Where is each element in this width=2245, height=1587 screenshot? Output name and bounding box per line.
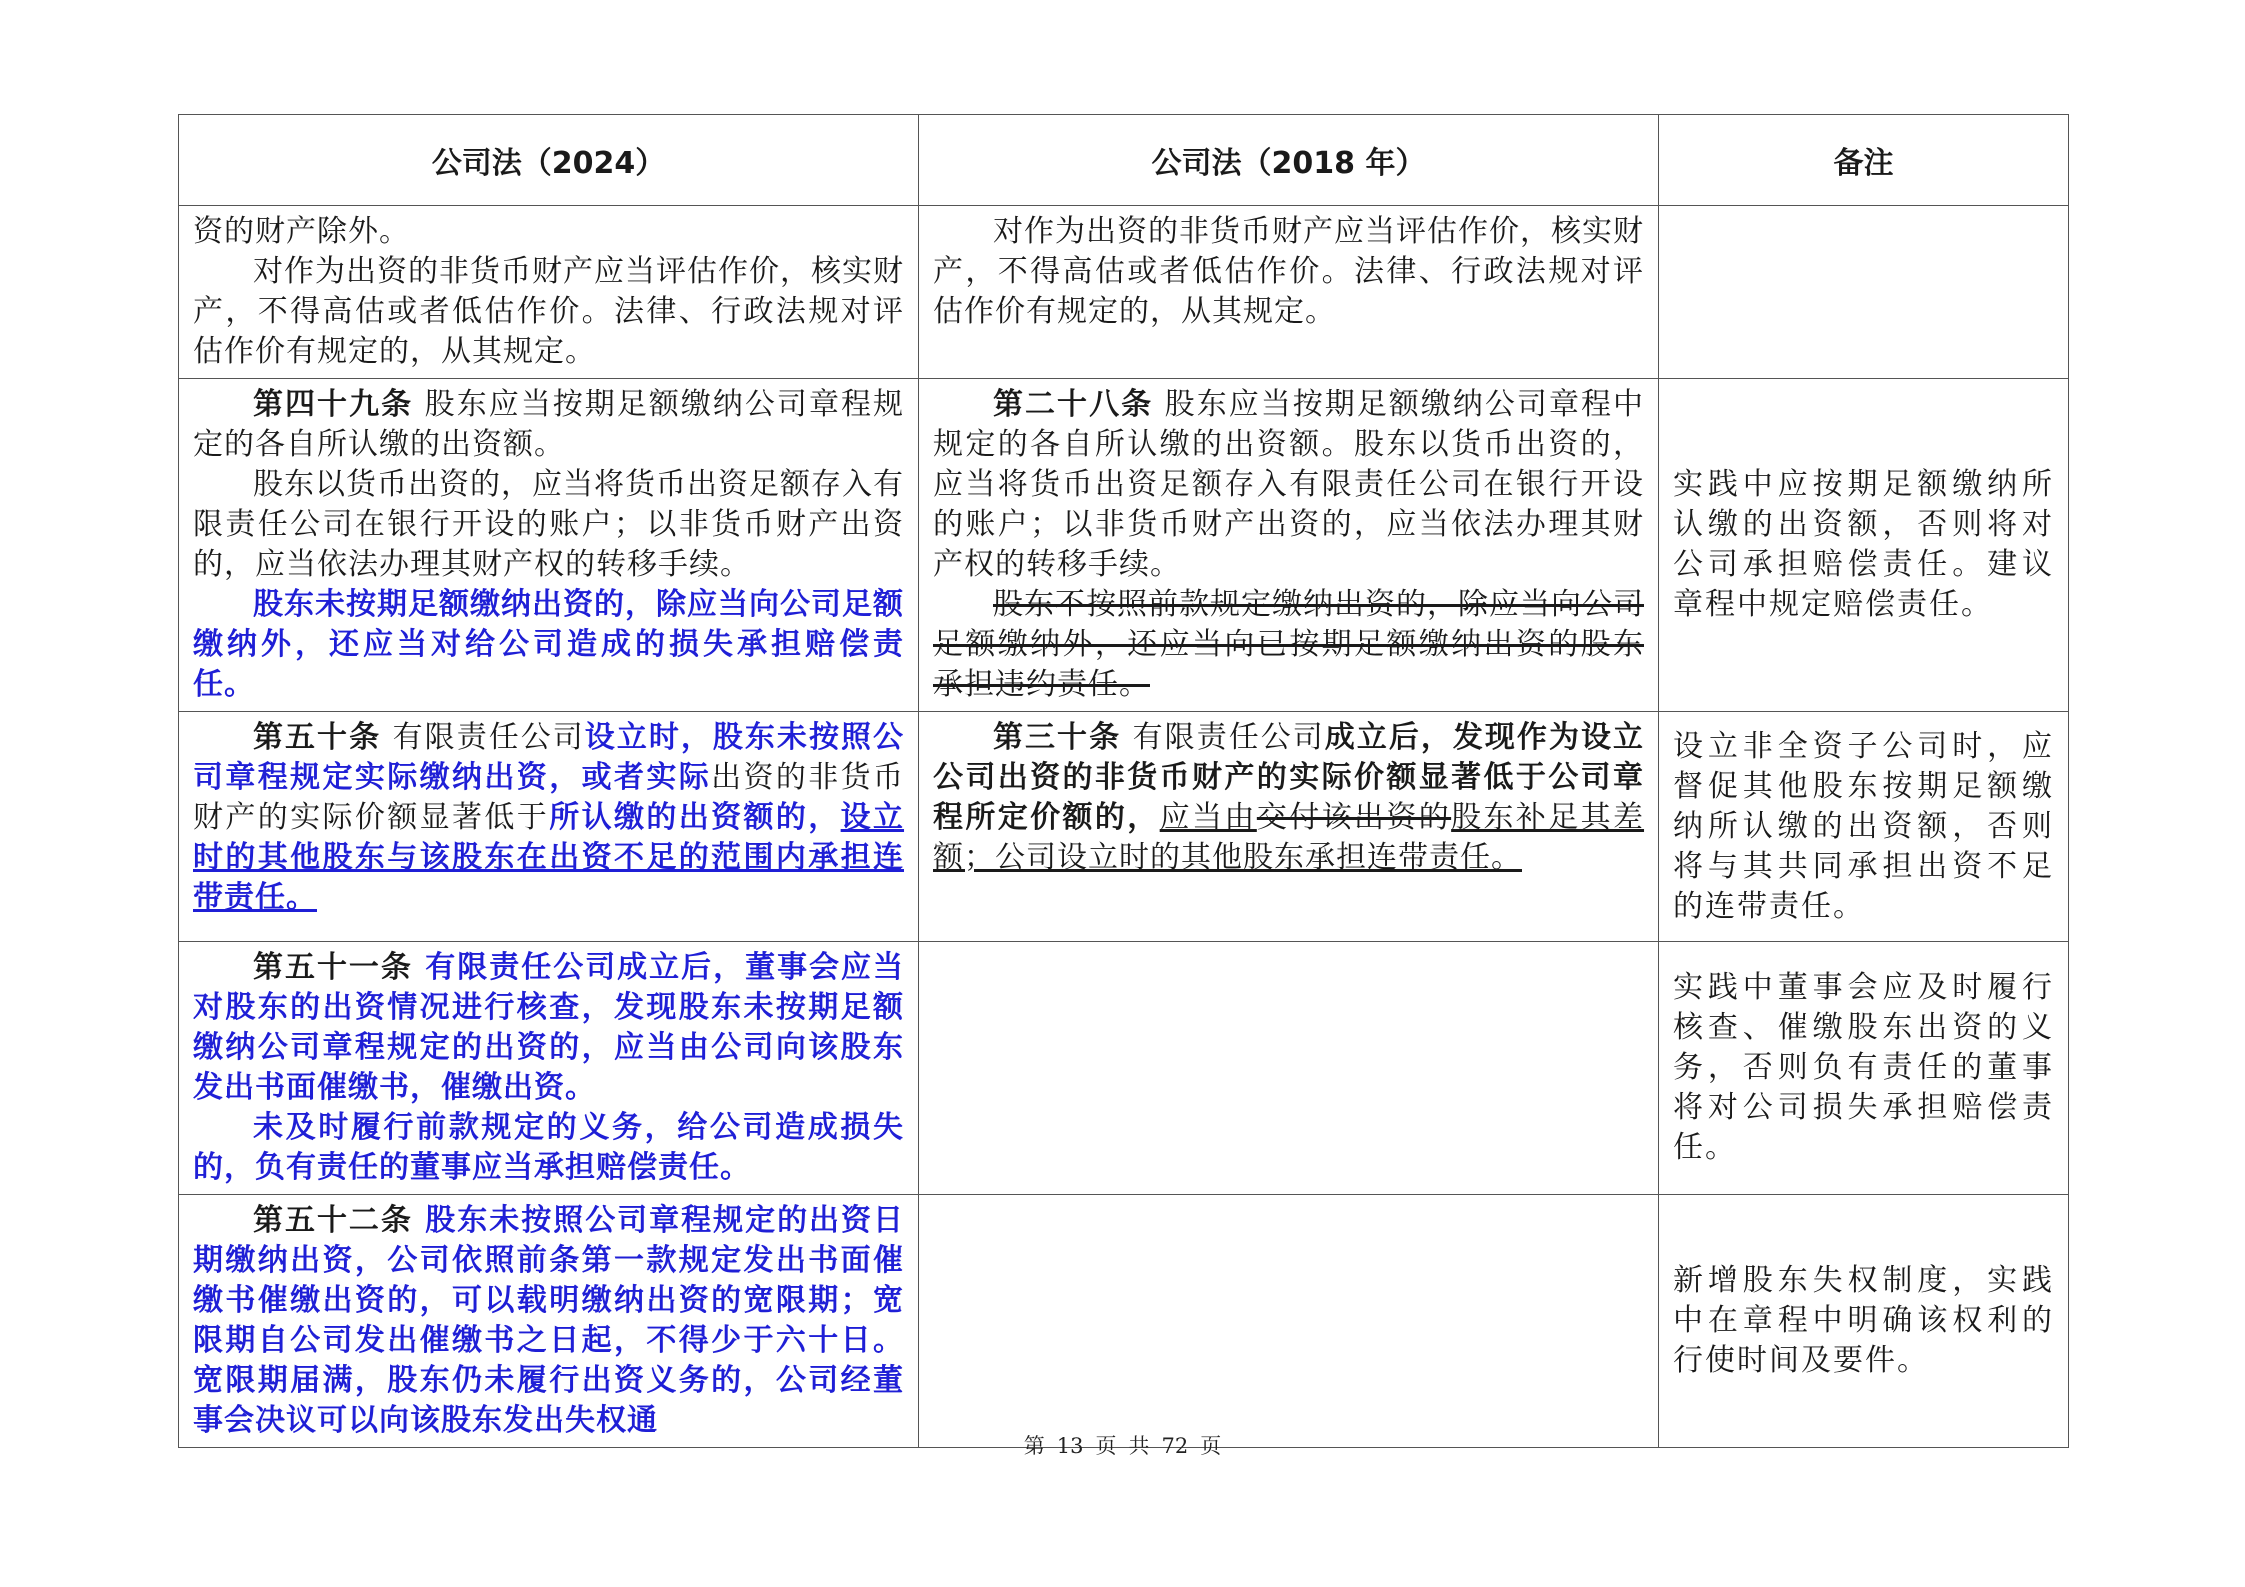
article-text: 股东应当按期足额缴纳公司章程中规定的各自所认缴的出资额。股东以货币出资的，应当将货币出资足额存入有限责任公司在银行开设的账户；以非货币财产出资的，应当依法办理其财产权的转移手续。 bbox=[933, 387, 1645, 582]
paragraph bbox=[193, 718, 904, 918]
table-row bbox=[179, 1195, 2069, 1448]
paragraph bbox=[933, 385, 1644, 585]
paragraph bbox=[193, 385, 904, 465]
total-page-count: 72 bbox=[1161, 1434, 1189, 1458]
paragraph bbox=[193, 948, 904, 1108]
article-text: 出资的非货币财产的实际价额显著低于 bbox=[193, 760, 905, 835]
article-text: 有限责任公司 bbox=[381, 720, 585, 755]
cell-remark: 实践中应按期足额缴纳所认缴的出资额，否则将对公司承担赔偿责任。建议章程中规定赔偿责任。 bbox=[1659, 379, 2069, 712]
header-remarks: 备注 bbox=[1659, 115, 2069, 206]
article-number: 第三十条 bbox=[993, 720, 1122, 755]
paragraph: 股东以货币出资的，应当将货币出资足额存入有限责任公司在银行开设的账户；以非货币财产出资的，应当依法办理其财产权的转移手续。 bbox=[193, 467, 904, 582]
table-header-row bbox=[179, 115, 2069, 206]
changed-text: 股东补足其差额；公司设立时的其他股东承担连带责任。 bbox=[933, 800, 1645, 875]
changed-text: 应当由 bbox=[1159, 800, 1257, 835]
paragraph: 资的财产除外。 bbox=[193, 214, 410, 249]
cell-remark: 设立非全资子公司时，应督促其他股东按期足额缴纳所认缴的出资额，否则将与其共同承担出资不足的连带责任。 bbox=[1659, 712, 2069, 942]
cell-old-law bbox=[919, 379, 1659, 712]
cell-new-law bbox=[179, 942, 919, 1195]
added-text: 所认缴的出资额的， bbox=[549, 800, 841, 835]
added-text: 设立时，股东未按照公司章程规定实际缴纳出资，或者实际 bbox=[193, 720, 905, 795]
footer-text: 共 bbox=[1128, 1434, 1150, 1458]
cell-new-law bbox=[179, 712, 919, 942]
added-text: 设立时的其他股东与该股东在出资不足的范围内承担连带责任。 bbox=[193, 800, 905, 915]
added-text: 股东未按期足额缴纳出资的，除应当向公司足额缴纳外，还应当对给公司造成的损失承担赔偿责任。 bbox=[193, 587, 904, 702]
added-text: 股东未按照公司章程规定的出资日期缴纳出资，公司依照前条第一款规定发出书面催缴书催缴出资的，可以载明缴纳出资的宽限期；宽限期自公司发出催缴书之日起，不得少于六十日。宽限期届满，股东仍未履行出资义务的，公司经董事会决议可以向该股东发出失权通 bbox=[193, 1203, 904, 1438]
cell-remark: 新增股东失权制度，实践中在章程中明确该权利的行使时间及要件。 bbox=[1659, 1195, 2069, 1448]
cell-new-law bbox=[179, 379, 919, 712]
article-number: 第四十九条 bbox=[253, 387, 414, 422]
article-number: 第五十条 bbox=[253, 720, 382, 755]
table-row bbox=[179, 206, 2069, 379]
article-number: 第五十二条 bbox=[253, 1203, 413, 1238]
deleted-text: 股东不按照前款规定缴纳出资的，除应当向公司足额缴纳外，还应当向已按期足额缴纳出资的股东承担违约责任。 bbox=[933, 587, 1644, 702]
comparison-table bbox=[178, 114, 2069, 1448]
added-text: 未及时履行前款规定的义务，给公司造成损失的，负有责任的董事应当承担赔偿责任。 bbox=[193, 1110, 904, 1185]
header-company-law-2024: 公司法（2024） bbox=[179, 115, 919, 206]
cell-old-law bbox=[919, 1195, 1659, 1448]
cell-old-law bbox=[919, 206, 1659, 379]
deleted-text: 交付该出资的 bbox=[1256, 800, 1452, 835]
cell-old-law bbox=[919, 712, 1659, 942]
paragraph: 对作为出资的非货币财产应当评估作价，核实财产，不得高估或者低估作价。法律、行政法规对评估作价有规定的，从其规定。 bbox=[193, 254, 904, 369]
footer-text: 页 bbox=[1095, 1434, 1117, 1458]
article-text: 股东应当按期足额缴纳公司章程规定的各自所认缴的出资额。 bbox=[193, 387, 905, 462]
header-company-law-2018: 公司法（2018 年） bbox=[919, 115, 1659, 206]
added-text: 有限责任公司成立后，董事会应当对股东的出资情况进行核查，发现股东未按期足额缴纳公司章程规定的出资的，应当由公司向该股东发出书面催缴书，催缴出资。 bbox=[193, 950, 904, 1105]
footer-text: 页 bbox=[1200, 1434, 1222, 1458]
current-page-number: 13 bbox=[1056, 1434, 1084, 1458]
cell-remark: 实践中董事会应及时履行核查、催缴股东出资的义务，否则负有责任的董事将对公司损失承担赔偿责任。 bbox=[1659, 942, 2069, 1195]
table-row bbox=[179, 712, 2069, 942]
paragraph: 对作为出资的非货币财产应当评估作价，核实财产，不得高估或者低估作价。法律、行政法规对评估作价有规定的，从其规定。 bbox=[933, 214, 1644, 329]
cell-remark bbox=[1659, 206, 2069, 379]
footer-text: 第 bbox=[1023, 1434, 1045, 1458]
cell-new-law bbox=[179, 1195, 919, 1448]
article-text: 有限责任公司 bbox=[1121, 720, 1325, 755]
cell-old-law bbox=[919, 942, 1659, 1195]
page-number-footer bbox=[0, 1430, 2245, 1460]
table-row bbox=[179, 379, 2069, 712]
changed-text: 成立后，发现作为设立公司出资的非货币财产的实际价额显著低于公司章程所定价额的， bbox=[933, 720, 1645, 835]
paragraph bbox=[193, 1201, 904, 1441]
article-number: 第五十一条 bbox=[253, 950, 413, 985]
cell-new-law bbox=[179, 206, 919, 379]
article-number: 第二十八条 bbox=[993, 387, 1154, 422]
paragraph bbox=[933, 718, 1644, 878]
table-row bbox=[179, 942, 2069, 1195]
